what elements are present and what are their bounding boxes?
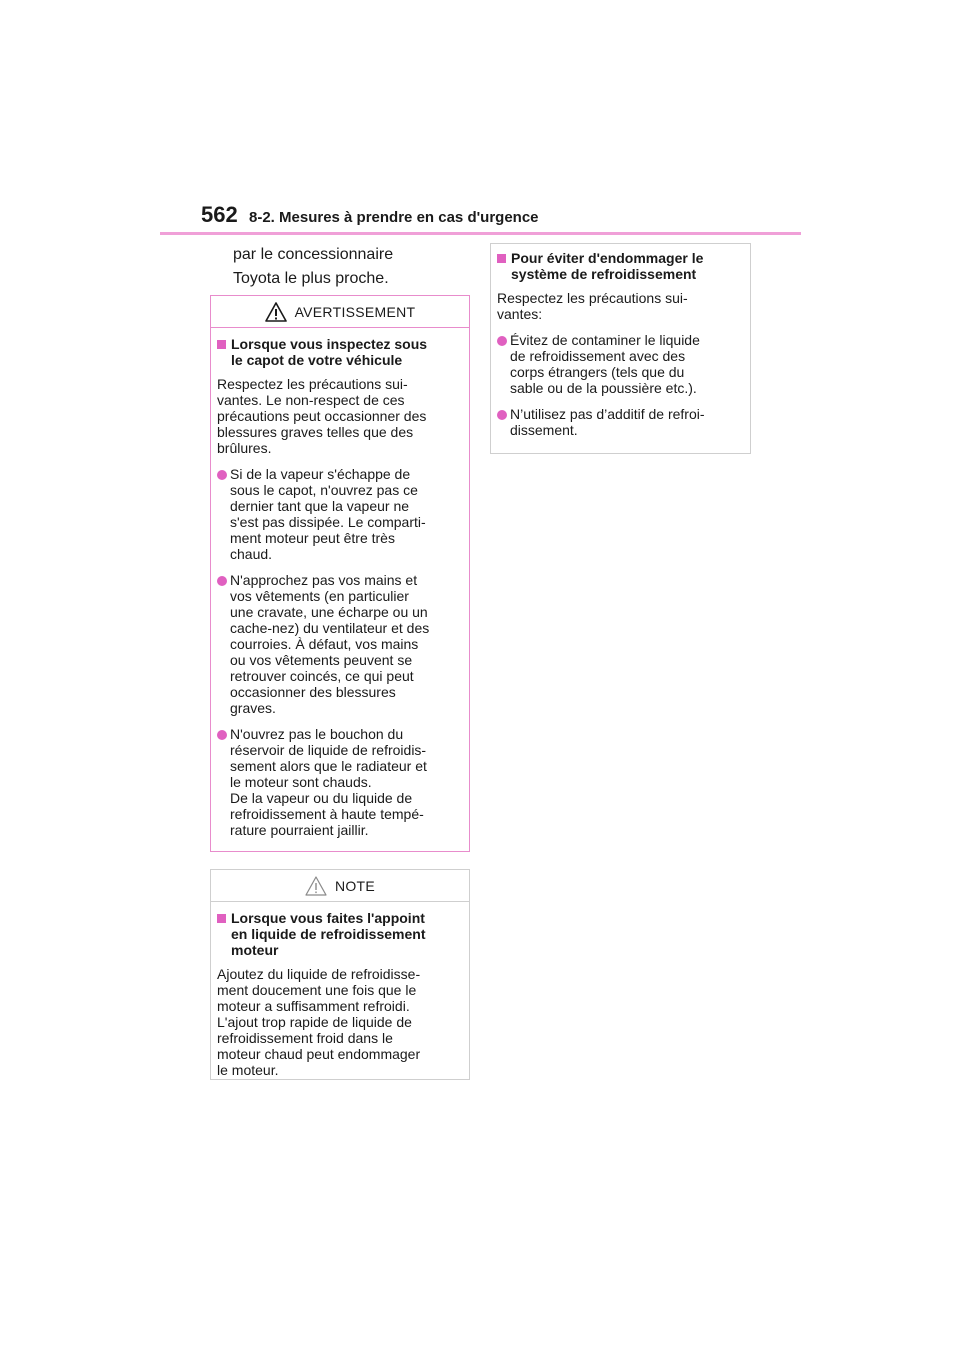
warning-bullet-3 xyxy=(217,726,464,838)
note-content xyxy=(211,902,469,1078)
text-line: graves. xyxy=(230,700,276,716)
warning-content xyxy=(211,328,469,838)
text-line: de refroidissement avec des xyxy=(510,348,686,364)
warning-heading xyxy=(217,336,464,368)
page-number: 562 xyxy=(201,202,238,227)
caution-triangle-icon xyxy=(305,876,327,896)
text-line: Si de la vapeur s'échappe de xyxy=(230,466,411,482)
text-line: Respectez les précautions sui- xyxy=(497,290,688,306)
text-line: le moteur. xyxy=(217,1062,279,1078)
text-line: une cravate, une écharpe ou un xyxy=(230,604,428,620)
text-line: dissement. xyxy=(510,422,578,438)
intro-text xyxy=(233,243,393,291)
text-line: vos vêtements (en particulier xyxy=(230,588,409,604)
text-line: Ajoutez du liquide de refroidisse- xyxy=(217,966,421,982)
warning-triangle-icon xyxy=(265,302,287,322)
square-bullet-icon xyxy=(217,914,226,923)
bullet-dot-icon xyxy=(497,336,507,346)
text-line: De la vapeur ou du liquide de xyxy=(230,790,413,806)
text-line: refroidissement à haute tempé- xyxy=(230,806,424,822)
text-line: rature pourraient jaillir. xyxy=(230,822,369,838)
warning-header xyxy=(211,296,469,328)
text-line: N'approchez pas vos mains et xyxy=(230,572,418,588)
text-line: moteur chaud peut endommager xyxy=(217,1046,421,1062)
note-body xyxy=(217,966,464,1078)
text-line: s'est pas dissipée. Le comparti- xyxy=(230,514,426,530)
text-line: vantes. Le non-respect de ces xyxy=(217,392,405,408)
text-line: précautions peut occasionner des xyxy=(217,408,427,424)
warning-box xyxy=(210,295,470,852)
text-line: moteur a suffisamment refroidi. xyxy=(217,998,410,1014)
cooling-intro xyxy=(497,290,745,322)
heading-line: Lorsque vous inspectez sous xyxy=(231,336,428,352)
text-line: N’utilisez pas d’additif de refroi- xyxy=(510,406,705,422)
warning-intro xyxy=(217,376,464,456)
text-line: retrouver coincés, ce qui peut xyxy=(230,668,414,684)
text-line: Respectez les précautions sui- xyxy=(217,376,408,392)
note-box xyxy=(210,869,470,1080)
text-line: sement alors que le radiateur et xyxy=(230,758,427,774)
warning-bullet-2 xyxy=(217,572,464,716)
note-heading xyxy=(217,910,464,958)
cooling-heading xyxy=(497,250,745,282)
text-line: ou vos vêtements peuvent se xyxy=(230,652,413,668)
text-line: sous le capot, n'ouvrez pas ce xyxy=(230,482,418,498)
text-line: vantes: xyxy=(497,306,543,322)
heading-line: en liquide de refroidissement xyxy=(231,926,426,942)
square-bullet-icon xyxy=(217,340,226,349)
bullet-dot-icon xyxy=(217,470,227,480)
text-line: dernier tant que la vapeur ne xyxy=(230,498,410,514)
heading-line: Lorsque vous faites l'appoint xyxy=(231,910,425,926)
note-label: NOTE xyxy=(334,877,376,894)
cooling-system-box xyxy=(490,243,751,454)
text-line: N'ouvrez pas le bouchon du xyxy=(230,726,404,742)
text-line: ment doucement une fois que le xyxy=(217,982,417,998)
intro-line: par le concessionnaire xyxy=(233,246,394,263)
heading-line: le capot de votre véhicule xyxy=(231,352,403,368)
warning-label: AVERTISSEMENT xyxy=(294,303,416,320)
bullet-dot-icon xyxy=(497,410,507,420)
text-line: L'ajout trop rapide de liquide de xyxy=(217,1014,412,1030)
bullet-dot-icon xyxy=(217,576,227,586)
text-line: sable ou de la poussière etc.). xyxy=(510,380,697,396)
text-line: occasionner des blessures xyxy=(230,684,396,700)
text-line: courroies. À défaut, vos mains xyxy=(230,636,419,652)
heading-line: Pour éviter d'endommager le xyxy=(511,250,704,266)
text-line: le moteur sont chauds. xyxy=(230,774,372,790)
text-line: chaud. xyxy=(230,546,273,562)
text-line: réservoir de liquide de refroidis- xyxy=(230,742,427,758)
bullet-dot-icon xyxy=(217,730,227,740)
text-line: blessures graves telles que des xyxy=(217,424,414,440)
section-title: 8-2. Mesures à prendre en cas d'urgence xyxy=(249,209,539,226)
heading-line: système de refroidissement xyxy=(511,266,697,282)
square-bullet-icon xyxy=(497,254,506,263)
header-rule xyxy=(160,232,801,235)
cooling-bullet-2 xyxy=(497,406,745,438)
text-line: ment moteur peut être très xyxy=(230,530,395,546)
intro-line: Toyota le plus proche. xyxy=(233,270,389,287)
text-line: corps étrangers (tels que du xyxy=(510,364,685,380)
text-line: brûlures. xyxy=(217,440,272,456)
text-line: refroidissement froid dans le xyxy=(217,1030,393,1046)
text-line: cache-nez) du ventilateur et des xyxy=(230,620,430,636)
text-line: Évitez de contaminer le liquide xyxy=(510,332,700,348)
cooling-bullet-1 xyxy=(497,332,745,396)
heading-line: moteur xyxy=(231,942,279,958)
cooling-content xyxy=(491,244,750,438)
note-header xyxy=(211,870,469,902)
warning-bullet-1 xyxy=(217,466,464,562)
